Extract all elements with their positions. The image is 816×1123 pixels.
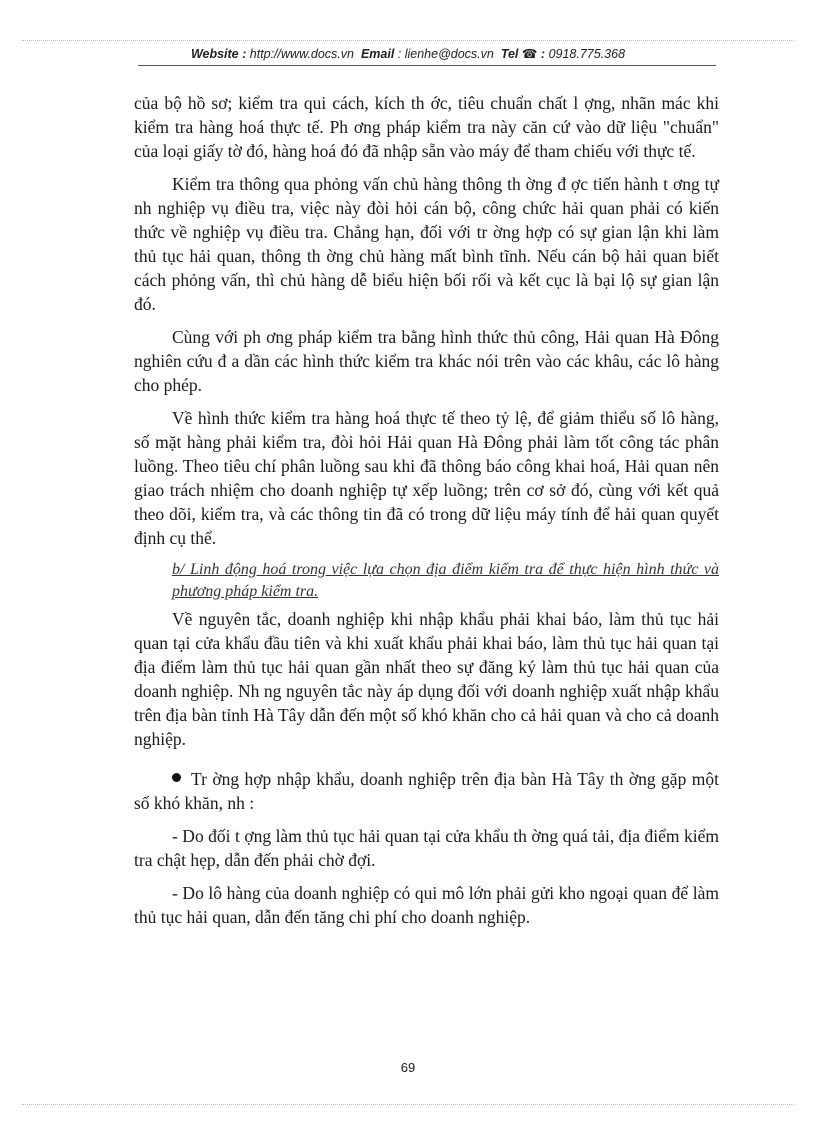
paragraph-5: Về nguyên tắc, doanh nghiệp khi nhập khẩu phải khai báo, làm thủ tục hải quan tại cửa khẩu đầu tiên và khi xuất khẩu phải khai báo, làm thủ tục hải quan tại địa điểm làm thủ tục hải quan gần nhất theo sự đăng ký làm thủ tục hải quan của doanh nghiệp. Nh ng nguyên tắc này áp dụng đối với doanh nghiệp xuất nhập khẩu trên địa bàn tỉnh Hà Tây dẫn đến một số khó khăn cho cả hải quan và cho cả doanh nghiệp. [134, 609, 719, 749]
dash-item-2: - Do lô hàng của doanh nghiệp có qui mô lớn phải gửi kho ngoại quan để làm thủ tục hải quan, dẫn đến tăng chi phí cho doanh nghiệp. [134, 883, 719, 927]
bullet-item [134, 767, 719, 815]
dash-item-1: - Do đối t ợng làm thủ tục hải quan tại cửa khẩu th ờng quá tải, địa điểm kiểm tra chật hẹp, dẫn đến phải chờ đợi. [134, 826, 719, 870]
website-url[interactable]: http://www.docs.vn [249, 47, 354, 61]
tel-number: 0918.775.368 [548, 47, 626, 61]
header-rule [138, 65, 716, 66]
paragraph-1: của bộ hồ sơ; kiểm tra qui cách, kích th ớc, tiêu chuẩn chất l ợng, nhãn mác khi kiểm tra hàng hoá thực tế. Ph ơng pháp kiểm tra này căn cứ vào dữ liệu "chuẩn" của loại giấy tờ đó, hàng hoá đó đã nhập sẵn vào máy để tham chiếu với thực tế. [134, 93, 719, 161]
paragraph-4: Về hình thức kiểm tra hàng hoá thực tế theo tỷ lệ, để giảm thiểu số lô hàng, số mặt hàng phải kiểm tra, đòi hỏi Hải quan Hà Đông phải làm tốt công tác phân luồng. Theo tiêu chí phân luồng sau khi đã thông báo công khai hoá, Hải quan nên giao trách nhiệm cho doanh nghiệp tự xếp luồng; trên cơ sở đó, cùng với kết quả theo dõi, kiểm tra, và các thông tin đã có trong dữ liệu máy tính để hải quan quyết định cụ thể. [134, 408, 719, 548]
paragraph-3: Cùng với ph ơng pháp kiểm tra bằng hình thức thủ công, Hải quan Hà Đông nghiên cứu đ a dần các hình thức kiểm tra khác nói trên vào các khâu, các lô hàng cho phép. [134, 327, 719, 395]
bullet-icon [172, 773, 181, 782]
document-body [134, 91, 719, 938]
section-subheading: b/ Linh động hoá trong việc lựa chọn địa điểm kiểm tra để thực hiện hình thức và phương pháp kiểm tra. [172, 561, 719, 600]
page-number: 69 [400, 1060, 416, 1075]
website-label: Website : [190, 47, 247, 61]
page-header [0, 46, 816, 61]
tel-label: Tel ☎ : [500, 47, 546, 61]
paragraph-2: Kiểm tra thông qua phỏng vấn chủ hàng thông th ờng đ ợc tiến hành t ơng tự nh nghiệp vụ điều tra, việc này đòi hỏi cán bộ, công chức hải quan phải có kiến thức về nghiệp vụ điều tra. Chẳng hạn, đối với tr ờng hợp có sự gian lận khi làm thủ tục hải quan, thông th ờng chủ hàng mất bình tĩnh. Nếu cán bộ hải quan biết cách phỏng vấn, thì chủ hàng dễ biểu hiện bối rối và kết cục là bại lộ sự gian lận đó. [134, 174, 719, 314]
email-label: Email [360, 47, 395, 61]
email-address[interactable]: : lienhe@docs.vn [397, 47, 494, 61]
bullet-text: Tr ờng hợp nhập khẩu, doanh nghiệp trên địa bàn Hà Tây th ờng gặp một số khó khăn, nh : [134, 769, 719, 813]
